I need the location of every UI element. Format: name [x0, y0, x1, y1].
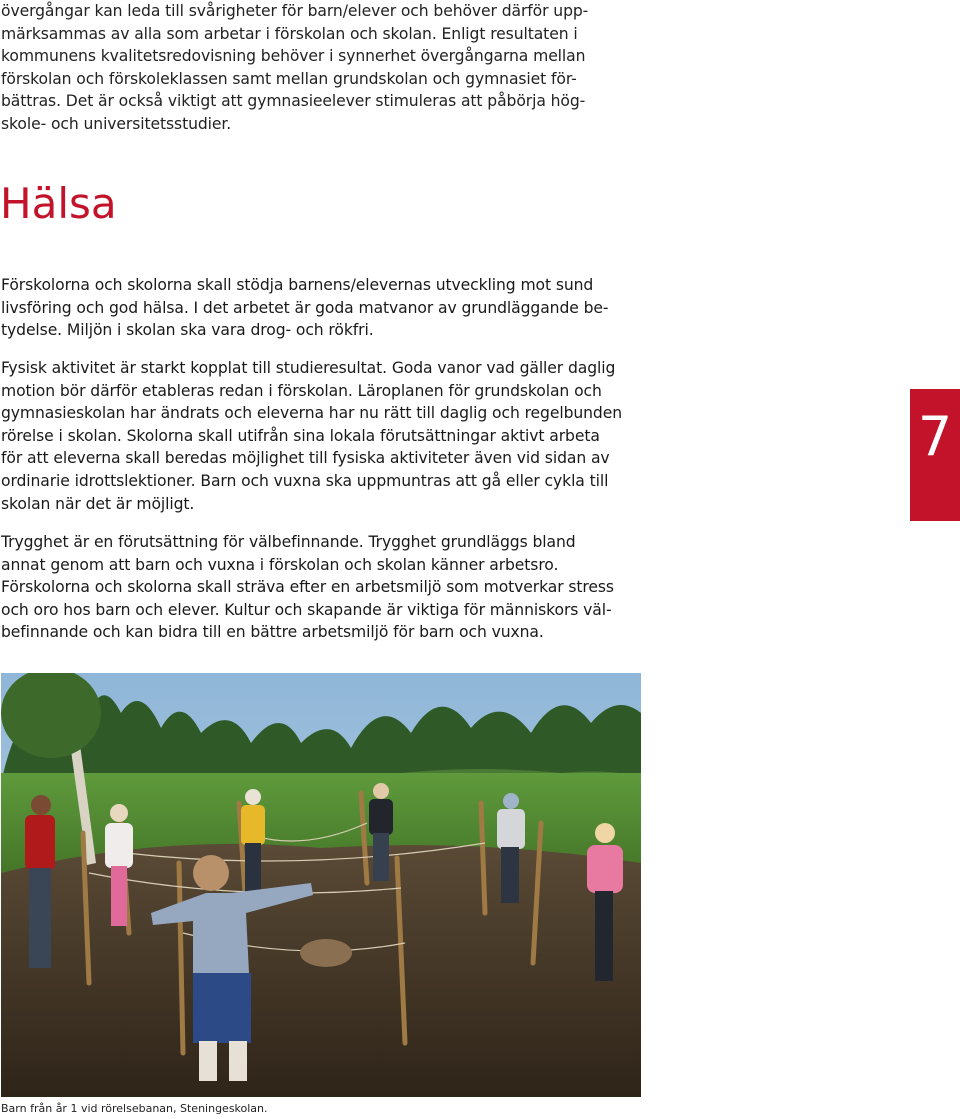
text-line: ordinarie idrottslektioner. Barn och vuxna ska uppmuntras att gå eller cykla till [1, 471, 609, 490]
text-line: övergångar kan leda till svårigheter för barn/elever och behöver därför upp- [1, 2, 589, 20]
text-line: bättras. Det är också viktigt att gymnasieelever stimuleras att påbörja hög- [1, 92, 586, 111]
text-line: befinnande och kan bidra till en bättre arbetsmiljö för barn och vuxna. [1, 623, 544, 642]
text-line: motion bör därför etableras redan i förskolan. Läroplanen för grundskolan och [1, 381, 602, 400]
text-line: för att eleverna skall beredas möjlighet till fysiska aktiviteter även vid sidan av [1, 449, 610, 468]
text-line: Förskolorna och skolorna skall stödja barnens/elevernas utveckling mot sund [1, 276, 594, 294]
text-line: skolan när det är möjligt. [1, 494, 195, 513]
text-line: förskolan och förskoleklassen samt mellan grundskolan och gymnasiet för- [1, 69, 577, 88]
text-line: rörelse i skolan. Skolorna skall utifrån sina lokala förutsättningar aktivt arbeta [1, 426, 600, 445]
text-line: kommunens kvalitetsredovisning behöver i synnerhet övergångarna mellan [1, 47, 586, 66]
child-figure [25, 795, 55, 968]
section-heading: Hälsa [0, 179, 117, 228]
dirt-area [1, 844, 641, 1097]
text-line: Förskolorna och skolorna skall sträva efter en arbetsmiljö som motverkar stress [1, 578, 614, 597]
tree-stump [300, 939, 352, 967]
text-line: livsföring och god hälsa. I det arbetet är goda matvanor av grundläggande be- [1, 298, 609, 317]
photo-caption: Barn från år 1 vid rörelsebanan, Steningeskolan. [1, 1102, 268, 1115]
text-line: annat genom att barn och vuxna i förskolan och skolan känner arbetsro. [1, 555, 559, 574]
text-line: och oro hos barn och elever. Kultur och skapande är viktiga för människors väl- [1, 600, 612, 619]
text-line: skole- och universitetsstudier. [1, 114, 232, 133]
text-line: tydelse. Miljön i skolan ska vara drog- och rökfri. [1, 321, 374, 340]
text-line: gymnasieskolan har ändrats och eleverna har nu rätt till daglig och regelbunden [1, 404, 623, 423]
chapter-number: 7 [917, 405, 953, 468]
body-paragraph [1, 274, 608, 342]
text-line: Fysisk aktivitet är starkt kopplat till studieresultat. Goda vanor vad gäller daglig [1, 359, 616, 377]
chapter-tab [910, 389, 960, 521]
body-paragraph [1, 357, 622, 515]
text-line: märksammas av alla som arbetar i förskolan och skolan. Enligt resultaten i [1, 24, 578, 43]
intro-paragraph [1, 0, 588, 136]
body-paragraph [1, 531, 614, 644]
playground-photo [1, 673, 641, 1097]
text-line: Trygghet är en förutsättning för välbefinnande. Trygghet grundläggs bland [1, 533, 576, 551]
